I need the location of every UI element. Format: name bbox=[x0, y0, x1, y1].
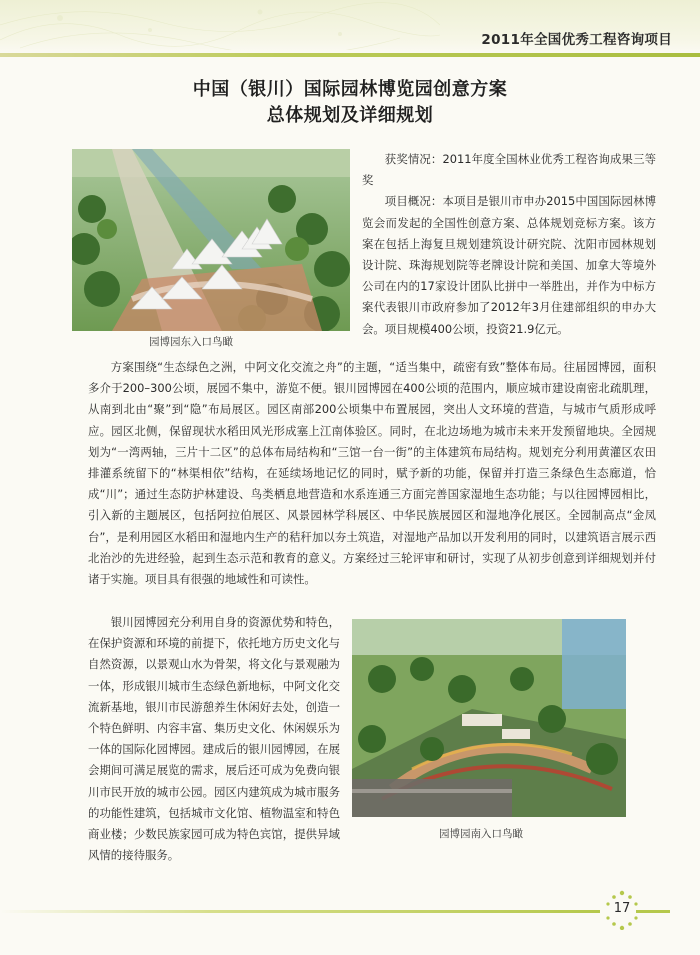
left-column-text bbox=[88, 612, 340, 866]
page-number: 17 bbox=[613, 901, 631, 916]
header-rule bbox=[0, 53, 700, 57]
footer-rule bbox=[0, 910, 600, 913]
header-pattern bbox=[0, 0, 440, 50]
footer-rule-right bbox=[636, 910, 670, 913]
plan-description: 方案围绕“生态绿色之洲，中阿文化交流之舟”的主题，“适当集中，疏密有致”整体布局。往届园博园，面积多介于200–300公顷，展园不集中，游览不便。银川园博园在400公顷的范围内，顺应城市建设南密北疏肌理，从南到北由“聚”到“隐”布局展区。园区南部200公顷集中布置展园，突出人文环境的营造，与城市气质形成呼应。园区北侧，保留现状水稻田风光形成塞上江南体验区。同时，在北边场地为城市未来开发预留地块。全园规划为“一湾两轴，三片十二区”的总体布局结构和“三馆一台一街”的主体建筑布局结构。规划充分利用黄灌区农田排灌系统留下的“林渠相依”结构，在延续场地记忆的同时，赋予新的功能，保留并打造三条绿色生态廊道，恰成“川”；通过生态防护林建设、鸟类栖息地营造和水系连通三方面完善国家湿地生态功能；与以往园博园相比，引入新的主题展区，包括阿拉伯展区、风景园林学科展区、中华民族展园区和湿地净化展区。全园制高点“金凤台”，是利用园区水稻田和湿地内生产的秸秆加以夯土筑造，对湿地产品加以开发利用的同时，以建筑语言展示西北治沙的先进经验，起到生态示范和教育的意义。方案经过三轮评审和研讨，实现了从初步创意到详细规划并付诸于实施。项目具有很强的地域性和可读性。 bbox=[88, 360, 656, 587]
south-entrance-aerial-photo bbox=[352, 619, 626, 817]
award-info: 获奖情况：2011年度全国林业优秀工程咨询成果三等奖 bbox=[362, 152, 656, 188]
full-width-text bbox=[88, 357, 656, 590]
project-overview: 项目概况：本项目是银川市申办2015中国国际园林博览会而发起的全国性创意方案、总体规划竞标方案。该方案在包括上海复旦规划建筑设计研究院、沈阳市园林规划设计院、珠海规划院等老牌设计院和美国、加拿大等境外公司在内的17家设计团队比拼中一举胜出，并作为中标方案代表银川市政府参加了2012年3月住建部组织的申办大会。项目规模400公顷，投资21.9亿元。 bbox=[362, 194, 656, 336]
article-title: 中国（银川）国际园林博览园创意方案 bbox=[192, 79, 508, 100]
south-entrance-caption: 园博园南入口鸟瞰 bbox=[439, 828, 523, 840]
right-column-text bbox=[362, 149, 656, 340]
east-entrance-caption: 园博园东入口鸟瞰 bbox=[149, 336, 233, 348]
east-entrance-aerial-photo bbox=[72, 149, 350, 331]
article-subtitle: 总体规划及详细规划 bbox=[266, 105, 434, 126]
header-title: 2011年全国优秀工程咨询项目 bbox=[481, 32, 672, 48]
resource-description: 银川园博园充分利用自身的资源优势和特色，在保护资源和环境的前提下，依托地方历史文化与自然资源，以景观山水为骨架，将文化与景观融为一体，形成银川城市生态绿色新地标，中阿文化交流新基地，银川市民游憩养生休闲好去处，创造一个特色鲜明、内容丰富、集历史文化、休闲娱乐为一体的国际化园博园。建成后的银川园博园，在展会期间可满足展览的需求，展后还可成为免费向银川市民开放的城市公园。园区内建筑成为城市服务的功能性建筑，包括城市文化馆、植物温室和特色商业楼；少数民族家园可成为特色宾馆，提供异域风情的接待服务。 bbox=[88, 615, 340, 863]
